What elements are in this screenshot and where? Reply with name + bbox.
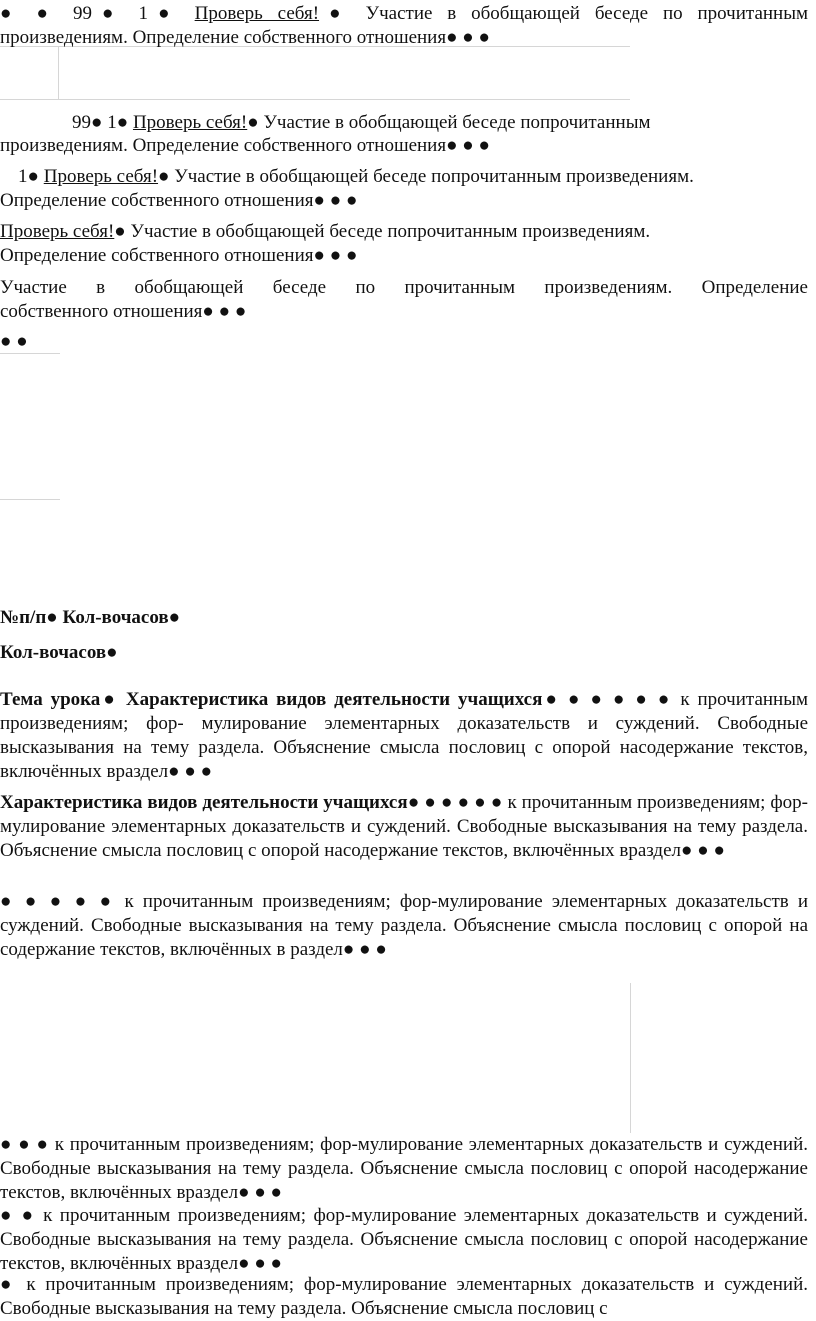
table-rule-vertical	[58, 46, 59, 100]
table-rule-bottom	[0, 99, 630, 100]
table-header-number-hours	[0, 606, 808, 630]
paragraph-participation	[0, 276, 808, 300]
paragraph-text: собственного отношения● ● ●	[0, 301, 247, 322]
check-yourself-link[interactable]: Проверь себя!	[0, 221, 115, 242]
table-rule-short-2	[0, 499, 60, 500]
paragraph-text: ● Участие в обобщающей беседе по прочитанным	[319, 3, 809, 24]
header-text: №п/п● Кол-вочасов●	[0, 607, 181, 628]
lead-markers: 1●	[18, 166, 44, 187]
lesson-topic-heading: Тема урока● Характеристика видов деятельности учащихся● ● ● ● ● ●	[0, 689, 673, 710]
activity-heading: Характеристика видов деятельности учащихся● ● ● ● ● ●	[0, 792, 503, 813]
paragraph-check-1	[0, 2, 808, 26]
paragraph-text: ● Участие в обобщающей беседе попрочитанным произведениям.	[158, 166, 694, 187]
check-yourself-link[interactable]: Проверь себя!	[194, 3, 320, 24]
table-rule-vertical-2	[630, 983, 631, 1133]
paragraph-three-markers	[0, 1133, 808, 1205]
bullet-markers	[0, 330, 808, 354]
paragraph-text: ● ● ● ● ● к прочитанным произведениям; фор-мулирование элементарных доказательств и суждений. Свободные высказывания на тему раздела. Объяснение смысла пословиц с опорой на содержание текстов, включённых в раздел● ● ●	[0, 891, 808, 960]
paragraph-text: к прочитанным произведениям; фор- мулирование элементарных доказательств и суждений. Свободные высказывания на тему раздела. Объяснение смысла пословиц с опорой насодержание текстов, включённых враздел● ● ●	[0, 792, 808, 861]
check-yourself-link[interactable]: Проверь себя!	[43, 166, 159, 187]
paragraph-check-2	[0, 111, 808, 135]
paragraph-text: ● Участие в обобщающей беседе попрочитанным	[247, 112, 651, 133]
bullet-markers-text: ● ●	[0, 331, 28, 352]
header-text: Кол-вочасов●	[0, 642, 118, 663]
paragraph-text: к прочитанным произведениям; фор- мулирование элементарных доказательств и суждений. Свободные высказывания на тему раздела. Объяснение смысла пословиц с опорой насодержание текстов, включённых враздел● ● ●	[0, 689, 808, 782]
paragraph-text: Определение собственного отношения● ● ●	[0, 190, 358, 211]
table-header-hours	[0, 641, 808, 665]
paragraph-participation-line2	[0, 300, 808, 324]
paragraph-text: ● ● к прочитанным произведениям; фор-мулирование элементарных доказательств и суждений. Свободные высказывания на тему раздела. Объяснение смысла пословиц с опорой насодержание текстов, включённых враздел● ● ●	[0, 1205, 808, 1274]
paragraph-check-4	[0, 220, 808, 244]
paragraph-check-2-line2	[0, 134, 808, 158]
paragraph-text: Определение собственного отношения● ● ●	[0, 245, 358, 266]
paragraph-check-3	[0, 165, 808, 189]
paragraph-activity-characteristics	[0, 791, 808, 863]
paragraph-five-markers	[0, 890, 808, 962]
paragraph-check-4-line2	[0, 244, 808, 268]
paragraph-one-marker	[0, 1273, 808, 1321]
lead-markers: ● ● 99● 1●	[0, 3, 195, 24]
paragraph-text: произведениям. Определение собственного отношения● ● ●	[0, 27, 491, 48]
paragraph-text: Участие в обобщающей беседе по прочитанным произведениям. Определение	[0, 277, 808, 298]
paragraph-check-3-line2	[0, 189, 808, 213]
paragraph-check-1-line2	[0, 26, 808, 50]
paragraph-text: ● ● ● к прочитанным произведениям; фор-мулирование элементарных доказательств и суждений. Свободные высказывания на тему раздела. Объяснение смысла пословиц с опорой насодержание текстов, включённых враздел● ● ●	[0, 1134, 808, 1203]
lead-markers: 99● 1●	[72, 112, 133, 133]
paragraph-text: произведениям. Определение собственного отношения● ● ●	[0, 135, 491, 156]
paragraph-lesson-topic	[0, 688, 808, 784]
paragraph-text: ● к прочитанным произведениям; фор-мулирование элементарных доказательств и суждений. Свободные высказывания на тему раздела. Объяснение смысла пословиц с	[0, 1274, 808, 1319]
check-yourself-link[interactable]: Проверь себя!	[132, 112, 248, 133]
paragraph-text: ● Участие в обобщающей беседе попрочитанным произведениям.	[114, 221, 651, 242]
paragraph-two-markers	[0, 1204, 808, 1276]
